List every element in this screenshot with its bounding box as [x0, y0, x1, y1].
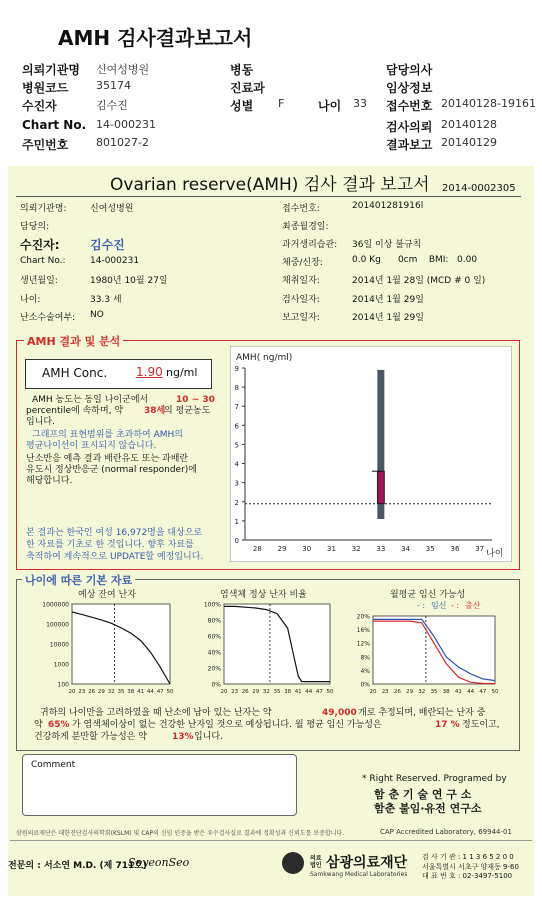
mini-y-tick-label: 1000: [53, 661, 69, 669]
certification-text: 삼원의료재단은 대한진단검사의학회(KSLM) 및 CAP의 신임 인증을 받은 우수검사실로 결과에 정확성과 신뢰도를 보증합니다.: [16, 830, 345, 837]
chromosome-chart: [190, 588, 340, 698]
info-label-cycle: 과거생리습관:: [282, 240, 338, 250]
label-receipt-no: 접수번호: [386, 99, 433, 113]
label-hospital-code: 병원코드: [22, 81, 69, 95]
mini-x-tick-label: 23: [231, 689, 239, 695]
mini-y-tick-label: 20%: [207, 665, 221, 673]
label-resident-no: 주민번호: [22, 138, 69, 152]
amh-y-tick-label: 1: [234, 517, 239, 526]
label-request-date: 검사의뢰: [386, 120, 433, 134]
mini-y-tick-label: 4%: [360, 667, 370, 675]
mini-x-tick-label: 20: [220, 689, 228, 695]
mini-y-tick-label: 10000: [49, 641, 69, 649]
pregnancy-chart: [345, 588, 505, 698]
label-department: 진료과: [230, 81, 265, 95]
value-age: 33: [353, 97, 367, 110]
mini-x-tick-label: 26: [241, 689, 249, 695]
lab-name-1: 함 춘 기 술 연 구 소: [374, 788, 472, 801]
amh-text-2a: 그래프의 표현범위를 초과하여 AMH의: [32, 430, 183, 440]
mini-x-tick-label: 47: [315, 689, 323, 695]
amh-text-1d: 입니다.: [26, 417, 55, 427]
amh-y-tick-label: 2: [234, 498, 239, 507]
mini-y-tick-label: 8%: [360, 654, 370, 662]
age-summary-2a: 약: [34, 720, 43, 730]
info-label-collect: 채취일자:: [282, 276, 320, 286]
age-summary-pregnancy-pct: 17 %: [435, 720, 460, 730]
info-value-age: 33.3 세: [90, 295, 122, 305]
mini-x-tick-label: 35: [430, 689, 438, 695]
age-summary-3b: 입니다.: [194, 732, 223, 742]
amh-text-1a: AMH 농도는 동일 나이군에서: [32, 395, 149, 405]
info-value-receipt: 201401281916l: [352, 201, 424, 211]
mini-x-tick-label: 26: [393, 689, 401, 695]
mini-y-tick-label: 100: [57, 681, 69, 689]
lab-phone: 대 표 번 호 : 02-3497-5100: [422, 872, 513, 880]
label-report-date: 결과보고: [386, 138, 433, 152]
mini-x-tick-label: 20: [369, 689, 377, 695]
title-divider: [16, 196, 521, 197]
info-label-report: 보고일자:: [282, 313, 320, 323]
mini-x-tick-label: 50: [326, 689, 334, 695]
mini-x-tick-label: 38: [442, 689, 450, 695]
mini-x-tick-label: 29: [406, 689, 414, 695]
value-resident-no: 801027-2: [96, 136, 149, 149]
amh-y-tick-label: 0: [234, 537, 239, 545]
label-clinical-info: 임상정보: [386, 81, 433, 95]
label-doctor: 담당의사: [386, 63, 433, 77]
amh-percentile-range: 10 ~ 30: [176, 395, 215, 405]
amh-conc-unit: ng/ml: [166, 366, 198, 379]
mini-y-tick-label: 20%: [356, 613, 370, 621]
amh-chart-ylabel: AMH( ng/ml): [236, 353, 293, 363]
amh-y-tick-label: 4: [234, 460, 239, 469]
cap-text: CAP Accredited Laboratory, 69944-01: [380, 828, 512, 836]
amh-average-age: 38세: [144, 406, 166, 416]
info-label-lmp: 최종월경일:: [282, 222, 329, 232]
amh-x-tick-label: 28: [252, 545, 262, 553]
info-label-test: 검사일자:: [282, 295, 320, 305]
eggs-chart-title: 예상 잔여 난자: [78, 590, 136, 600]
rights-text: * Right Reserved. Programed by: [362, 774, 507, 784]
amh-x-tick-label: 35: [425, 545, 435, 553]
info-label-receipt: 접수번호:: [282, 204, 320, 214]
mini-x-tick-label: 29: [97, 689, 105, 695]
mini-x-tick-label: 44: [305, 689, 313, 695]
amh-y-tick-label: 5: [234, 441, 239, 450]
mini-plot-area: [224, 604, 330, 684]
amh-section-title: AMH 결과 및 분석: [24, 333, 123, 349]
label-hospital: 의뢰기관명: [22, 63, 80, 77]
mini-x-tick-label: 47: [156, 689, 164, 695]
value-report-date: 20140129: [441, 136, 497, 149]
value-hospital: 신여성병원: [96, 63, 150, 76]
info-label-patient: 수진자:: [20, 238, 60, 252]
value-receipt-no: 20140128-19161: [441, 97, 536, 110]
amh-conc-label: AMH Conc.: [42, 366, 108, 380]
label-sex: 성별: [230, 99, 254, 113]
mini-x-tick-label: 47: [479, 689, 487, 695]
age-summary-healthy-pct: 65%: [48, 720, 70, 730]
mini-y-tick-label: 12%: [356, 640, 370, 648]
age-summary-3a: 건강하게 분만할 가능성은 약: [34, 732, 147, 742]
amh-x-tick-label: 30: [302, 545, 312, 553]
label-chart-no: Chart No.: [22, 118, 87, 132]
mini-x-tick-label: 32: [418, 689, 426, 695]
info-label-hospital: 의뢰기관명:: [20, 204, 67, 214]
mini-y-tick-label: 80%: [207, 617, 221, 625]
legend-pregnancy: - :: [417, 601, 426, 610]
age-section-title: 나이에 따른 기본 자료: [22, 572, 135, 588]
info-value-patient: 김수진: [90, 238, 125, 252]
amh-y-tick-label: 3: [234, 479, 239, 488]
mini-x-tick-label: 35: [117, 689, 125, 695]
amh-text-2b: 평균나이선이 표시되지 않습니다.: [26, 441, 157, 451]
amh-text-3b: 유도시 정상반응군 (normal responder)에: [26, 465, 197, 475]
amh-conc-value: 1.90: [136, 365, 163, 379]
mini-y-tick-label: 100%: [203, 601, 221, 609]
value-hospital-code: 35174: [96, 79, 131, 92]
amh-text-1c: 의 평균농도: [164, 406, 211, 416]
info-value-weight: 0.0 Kg 0cm BMI: 0.00: [352, 255, 478, 265]
mini-x-tick-label: 50: [491, 689, 499, 695]
mini-x-tick-label: 44: [146, 689, 154, 695]
lab-code: 검 사 기 관 : 1 1 3 6 5 2 0 0: [422, 853, 514, 861]
info-label-chart: Chart No.:: [20, 256, 66, 266]
amh-concentration-box: [25, 359, 212, 389]
amh-note-3: 축적하여 계속적으로 UPDATE할 예정입니다.: [26, 552, 204, 562]
info-value-chart: 14-000231: [90, 256, 140, 266]
mini-x-tick-label: 26: [88, 689, 96, 695]
mini-x-tick-label: 41: [137, 689, 145, 695]
lab-address: 서울특별시 서초구 양재동 9-60: [422, 863, 519, 871]
amh-y-tick-label: 7: [234, 403, 239, 412]
info-label-weight: 체중/신장:: [282, 258, 323, 268]
info-value-birth: 1980년 10월 27일: [90, 276, 168, 286]
amh-note-2: 한 자료를 기초로 한 것입니다. 향후 자료를: [26, 540, 194, 550]
legend-birth-label: 출산: [465, 601, 481, 610]
mini-y-tick-label: 60%: [207, 633, 221, 641]
report-title: Ovarian reserve(AMH) 검사 결과 보고서: [110, 175, 430, 195]
amh-y-tick-label: 8: [234, 384, 239, 393]
amh-x-tick-label: 29: [277, 545, 287, 553]
info-label-surgery: 난소수술여부:: [20, 313, 76, 323]
eggs-chart: [30, 588, 180, 698]
mini-y-tick-label: 0%: [211, 681, 221, 689]
age-summary-1b: 개로 추정되며, 배란되는 난자 중: [358, 708, 486, 718]
amh-note-1: 본 결과는 한국인 여성 16,972명을 대상으로: [26, 528, 203, 538]
mini-x-tick-label: 32: [107, 689, 115, 695]
pregnancy-chart-title: 월평균 임신 가능성: [390, 590, 466, 600]
signature: SoyeonSeo: [128, 856, 190, 869]
info-label-birth: 생년월일:: [20, 276, 58, 286]
org-name: 삼광의료재단: [326, 855, 408, 871]
info-value-collect: 2014년 1월 28일 (MCD # 0 일): [352, 276, 486, 286]
lab-name-2: 함춘 불임·유전 연구소: [374, 802, 482, 815]
amh-y-tick-label: 9: [234, 365, 239, 373]
report-number: 2014-0002305: [442, 183, 516, 194]
info-value-test: 2014년 1월 29일: [352, 295, 424, 305]
amh-x-tick-label: 32: [351, 545, 361, 553]
amh-y-tick-label: 6: [234, 422, 239, 431]
info-value-cycle: 36일 이상 불규칙: [352, 240, 422, 250]
label-age: 나이: [318, 99, 342, 113]
mini-x-tick-label: 20: [68, 689, 76, 695]
amh-x-tick-label: 36: [450, 545, 460, 553]
info-value-surgery: NO: [90, 310, 104, 320]
value-chart-no: 14-000231: [96, 118, 156, 131]
amh-x-tick-label: 34: [401, 545, 411, 553]
label-patient: 수진자: [22, 99, 57, 113]
mini-x-tick-label: 32: [262, 689, 270, 695]
chromosome-chart-title: 염색체 정상 난자 비율: [220, 590, 307, 600]
comment-label: Comment: [31, 760, 76, 770]
value-sex: F: [278, 97, 285, 110]
value-request-date: 20140128: [441, 118, 497, 131]
mini-x-tick-label: 35: [273, 689, 281, 695]
org-logo-icon: [282, 852, 304, 874]
age-summary-birth-pct: 13%: [172, 732, 194, 742]
amh-x-tick-label: 37: [475, 545, 485, 553]
info-value-report: 2014년 1월 29일: [352, 313, 424, 323]
mini-x-tick-label: 23: [78, 689, 86, 695]
comment-box: [22, 754, 297, 816]
mini-y-tick-label: 1000000: [42, 601, 69, 609]
age-summary-2b: 가 염색체이상이 없는 건강한 난자일 것으로 예상됩니다. 월 평균 임신 가능성은: [72, 720, 382, 730]
info-label-doctor: 담당의:: [20, 222, 50, 232]
org-prefix: 의료법인: [310, 855, 322, 869]
legend-birth: - :: [451, 601, 460, 610]
amh-value-box: [377, 471, 384, 503]
mini-x-tick-label: 44: [467, 689, 475, 695]
document-title: AMH 검사결과보고서: [58, 26, 253, 50]
mini-plot-area: [373, 616, 495, 684]
amh-x-tick-label: 33: [376, 545, 386, 553]
amh-x-tick-label: 31: [326, 545, 336, 553]
footer-divider: [10, 840, 532, 841]
age-summary-2c: 정도이고,: [462, 720, 500, 730]
mini-y-tick-label: 100000: [46, 621, 69, 629]
mini-x-tick-label: 29: [252, 689, 260, 695]
mini-x-tick-label: 41: [294, 689, 302, 695]
amh-text-1b: percentile에 속하며, 약: [26, 406, 124, 416]
legend-pregnancy-label: 임신: [431, 601, 447, 610]
info-label-age: 나이:: [20, 295, 41, 305]
amh-chart-xlabel: 나이: [486, 549, 504, 559]
specialist-name: 전문의 : 서소연 M.D. (제 711호): [8, 861, 148, 871]
amh-text-3c: 해당합니다.: [26, 476, 73, 486]
mini-x-tick-label: 38: [284, 689, 292, 695]
mini-y-tick-label: 0%: [360, 681, 370, 689]
mini-y-tick-label: 16%: [356, 627, 370, 635]
mini-x-tick-label: 41: [454, 689, 462, 695]
mini-x-tick-label: 50: [166, 689, 174, 695]
value-patient: 김수진: [96, 99, 128, 112]
mini-x-tick-label: 38: [127, 689, 135, 695]
info-value-hospital: 신여성병원: [90, 204, 134, 214]
mini-x-tick-label: 23: [381, 689, 389, 695]
age-summary-eggs: 49,000: [322, 708, 357, 718]
org-name-en: Samkwang Medical Laboratories: [310, 871, 408, 878]
age-summary-1a: 귀하의 나이만을 고려하였을 때 난소에 남아 있는 난자는 약: [40, 708, 272, 718]
amh-text-3a: 난소반응 예측 결과 배란유도 또는 과배란: [26, 454, 189, 464]
mini-y-tick-label: 40%: [207, 649, 221, 657]
amh-chart: [230, 346, 512, 562]
label-ward: 병동: [230, 63, 254, 77]
